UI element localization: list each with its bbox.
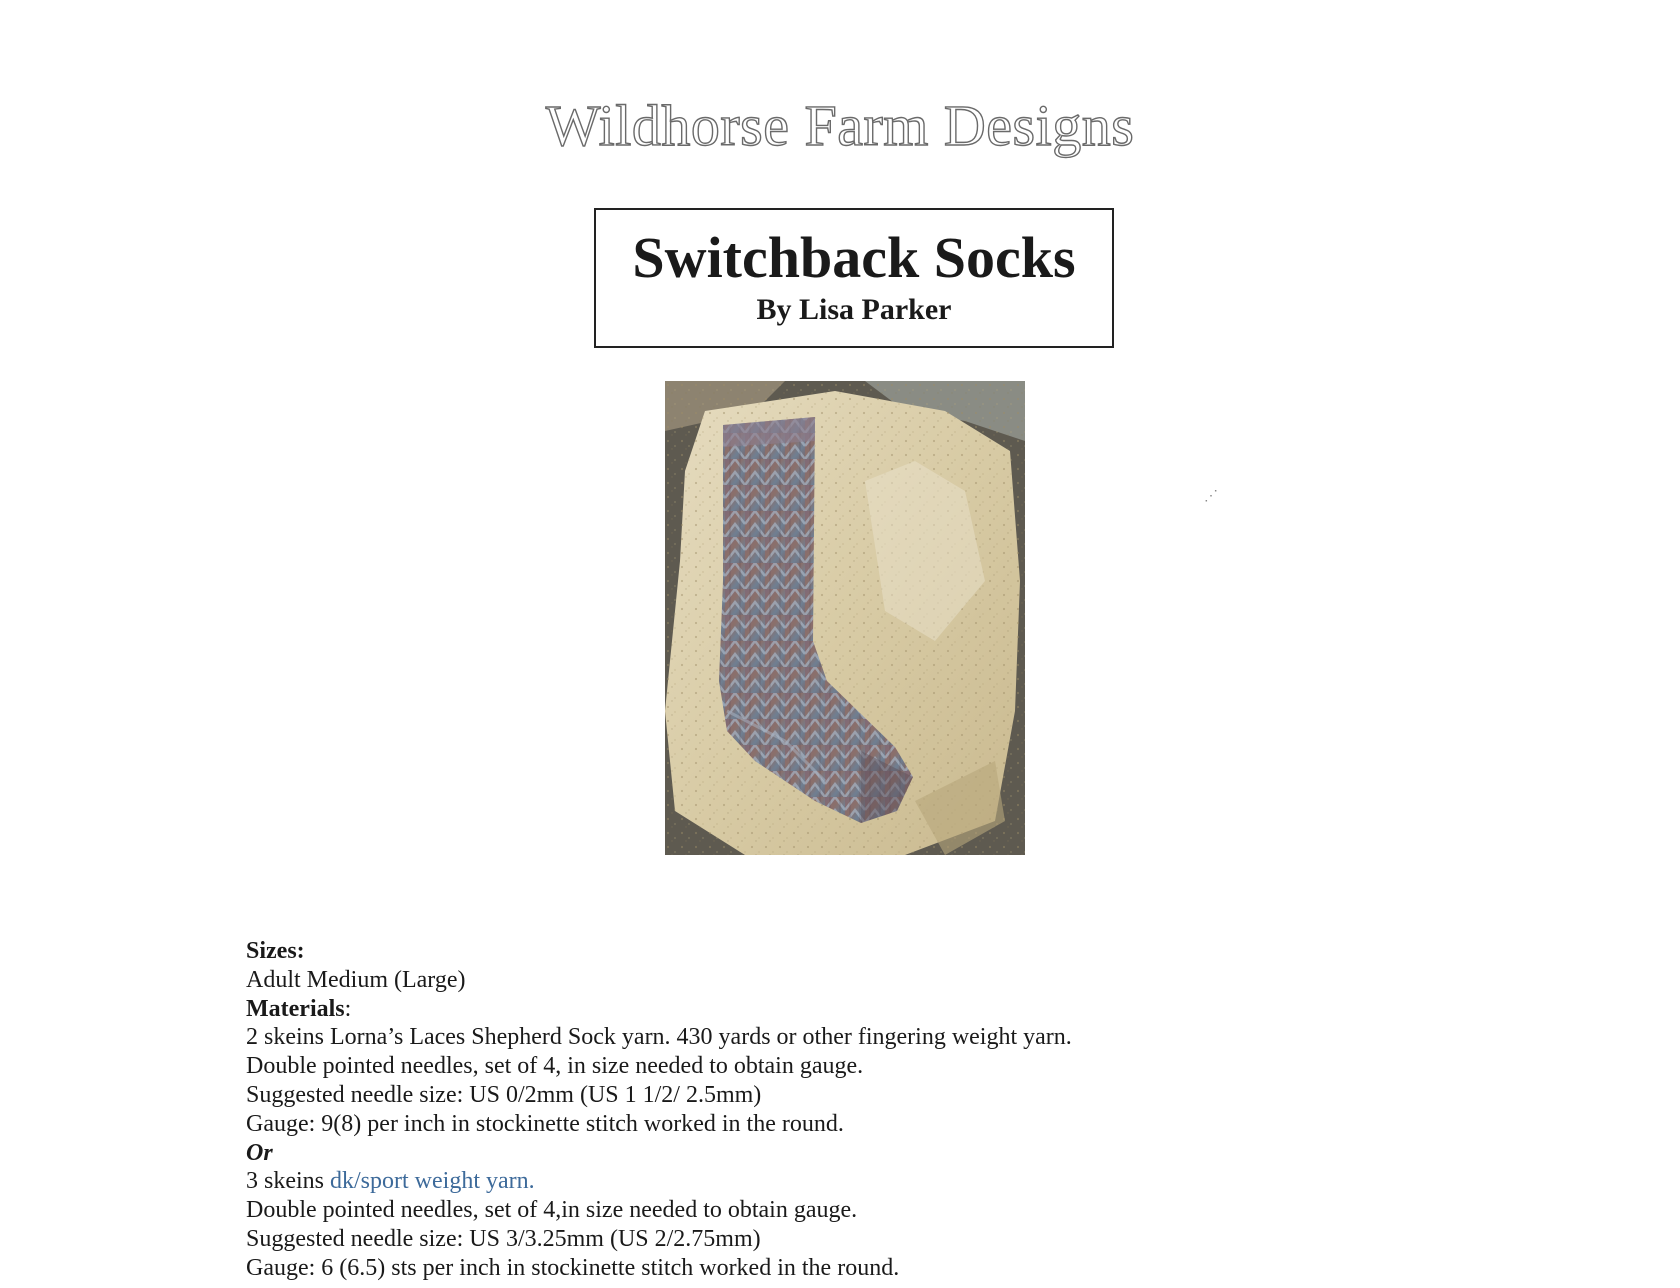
sizes-value: Adult Medium (Large) (246, 966, 466, 993)
yarn-weight-link[interactable]: dk/sport weight yarn. (330, 1168, 535, 1195)
option2-gauge: Gauge: 6 (6.5) sts per inch in stockinette stitch worked in the round. (246, 1254, 900, 1281)
sizes-label: Sizes (246, 938, 297, 964)
pattern-title: Switchback Socks (632, 225, 1076, 290)
option2-yarn-prefix: 3 skeins (246, 1168, 330, 1195)
sizes-heading (246, 937, 1072, 966)
option2-needle-size: Suggested needle size: US 3/3.25mm (US 2/2.75mm) (246, 1225, 761, 1252)
materials-heading (246, 995, 1072, 1024)
or-label: Or (246, 1139, 273, 1166)
option2-yarn (246, 1167, 1072, 1196)
option1-yarn: 2 skeins Lorna’s Laces Shepherd Sock yarn. 430 yards or other fingering weight yarn. (246, 1024, 1072, 1051)
option1-needles: Double pointed needles, set of 4, in size needed to obtain gauge. (246, 1053, 864, 1080)
sock-photo-image (665, 381, 1025, 855)
option1-needle-size: Suggested needle size: US 0/2mm (US 1 1/2/ 2.5mm) (246, 1081, 762, 1108)
option1-gauge: Gauge: 9(8) per inch in stockinette stitch worked in the round. (246, 1110, 844, 1137)
materials-label: Materials (246, 995, 345, 1022)
pattern-author: By Lisa Parker (756, 293, 952, 326)
sock-photo (665, 381, 1025, 855)
title-box (594, 208, 1114, 348)
pattern-details (246, 937, 1072, 1283)
scan-speck: ⋰ (1204, 489, 1218, 504)
materials-colon: : (344, 995, 352, 1022)
sizes-colon: : (296, 938, 305, 964)
option2-needles: Double pointed needles, set of 4,in size needed to obtain gauge. (246, 1197, 858, 1224)
brand-title: Wildhorse Farm Designs (545, 93, 1135, 158)
